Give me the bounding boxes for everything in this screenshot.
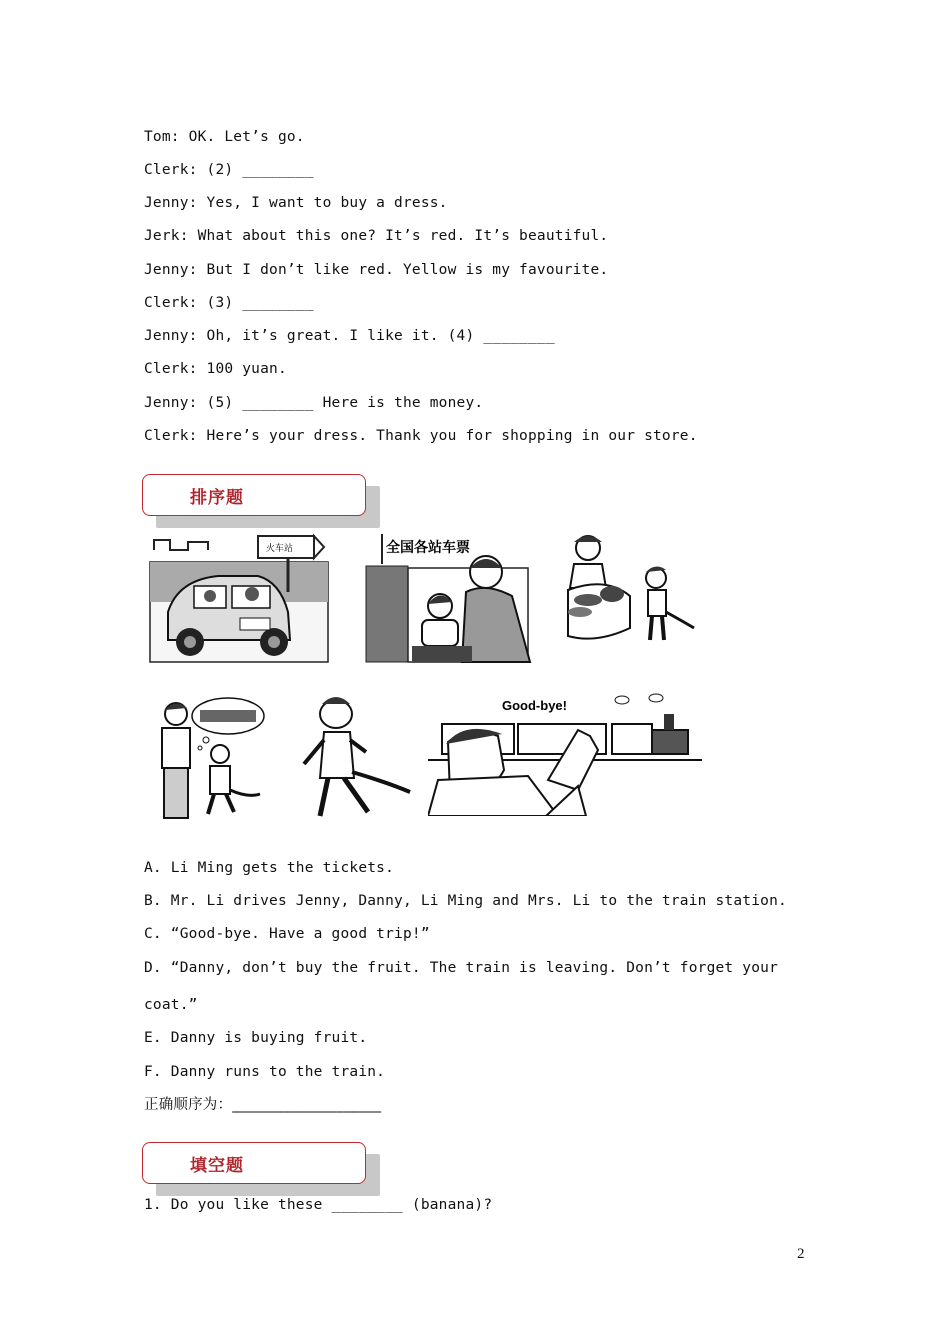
dialogue-line-2: Clerk: (2) ________ bbox=[144, 162, 314, 178]
option-c: C. “Good-bye. Have a good trip!” bbox=[144, 926, 430, 942]
section-banner-ordering bbox=[142, 474, 366, 516]
order-answer-line: 正确顺序为：____________________ bbox=[144, 1097, 382, 1113]
dialogue-line-10: Clerk: Here’s your dress. Thank you for shopping in our store. bbox=[144, 428, 698, 444]
ticket-sign-text: 全国各站车票 bbox=[386, 540, 470, 556]
dialogue-line-6: Clerk: (3) ________ bbox=[144, 295, 314, 311]
picture-dinosaur-running bbox=[296, 692, 416, 826]
option-e: E. Danny is buying fruit. bbox=[144, 1030, 368, 1046]
option-f: F. Danny runs to the train. bbox=[144, 1064, 386, 1080]
dialogue-line-3: Jenny: Yes, I want to buy a dress. bbox=[144, 195, 448, 211]
option-d: D. “Danny, don’t buy the fruit. The train is leaving. Don’t forget your bbox=[144, 960, 779, 976]
page-number: 2 bbox=[797, 1246, 805, 1262]
dialogue-line-5: Jenny: But I don’t like red. Yellow is my favourite. bbox=[144, 262, 609, 278]
dialogue-line-1: Tom: OK. Let’s go. bbox=[144, 129, 305, 145]
road-sign-text: 火车站 bbox=[266, 544, 294, 554]
option-d-continued: coat.” bbox=[144, 997, 198, 1013]
section-banner-fill bbox=[142, 1142, 366, 1184]
dialogue-line-9: Jenny: (5) ________ Here is the money. bbox=[144, 395, 484, 411]
section-title-fill: 填空题 bbox=[190, 1156, 244, 1176]
picture-ticket-office bbox=[362, 532, 534, 664]
dialogue-line-4: Jerk: What about this one? It’s red. It’s beautiful. bbox=[144, 228, 609, 244]
goodbye-caption: Good-bye! bbox=[502, 698, 567, 713]
picture-goodbye-train bbox=[428, 690, 704, 816]
picture-thinking-train bbox=[150, 694, 270, 826]
picture-car-drive bbox=[148, 532, 330, 664]
option-a: A. Li Ming gets the tickets. bbox=[144, 860, 395, 876]
section-title-ordering: 排序题 bbox=[190, 488, 244, 508]
dialogue-line-8: Clerk: 100 yuan. bbox=[144, 361, 287, 377]
picture-fruit-stall bbox=[566, 532, 696, 662]
fill-item-1: 1. Do you like these ________ (banana)? bbox=[144, 1197, 493, 1213]
dialogue-line-7: Jenny: Oh, it’s great. I like it. (4) ________ bbox=[144, 328, 555, 344]
option-b: B. Mr. Li drives Jenny, Danny, Li Ming and Mrs. Li to the train station. bbox=[144, 893, 787, 909]
